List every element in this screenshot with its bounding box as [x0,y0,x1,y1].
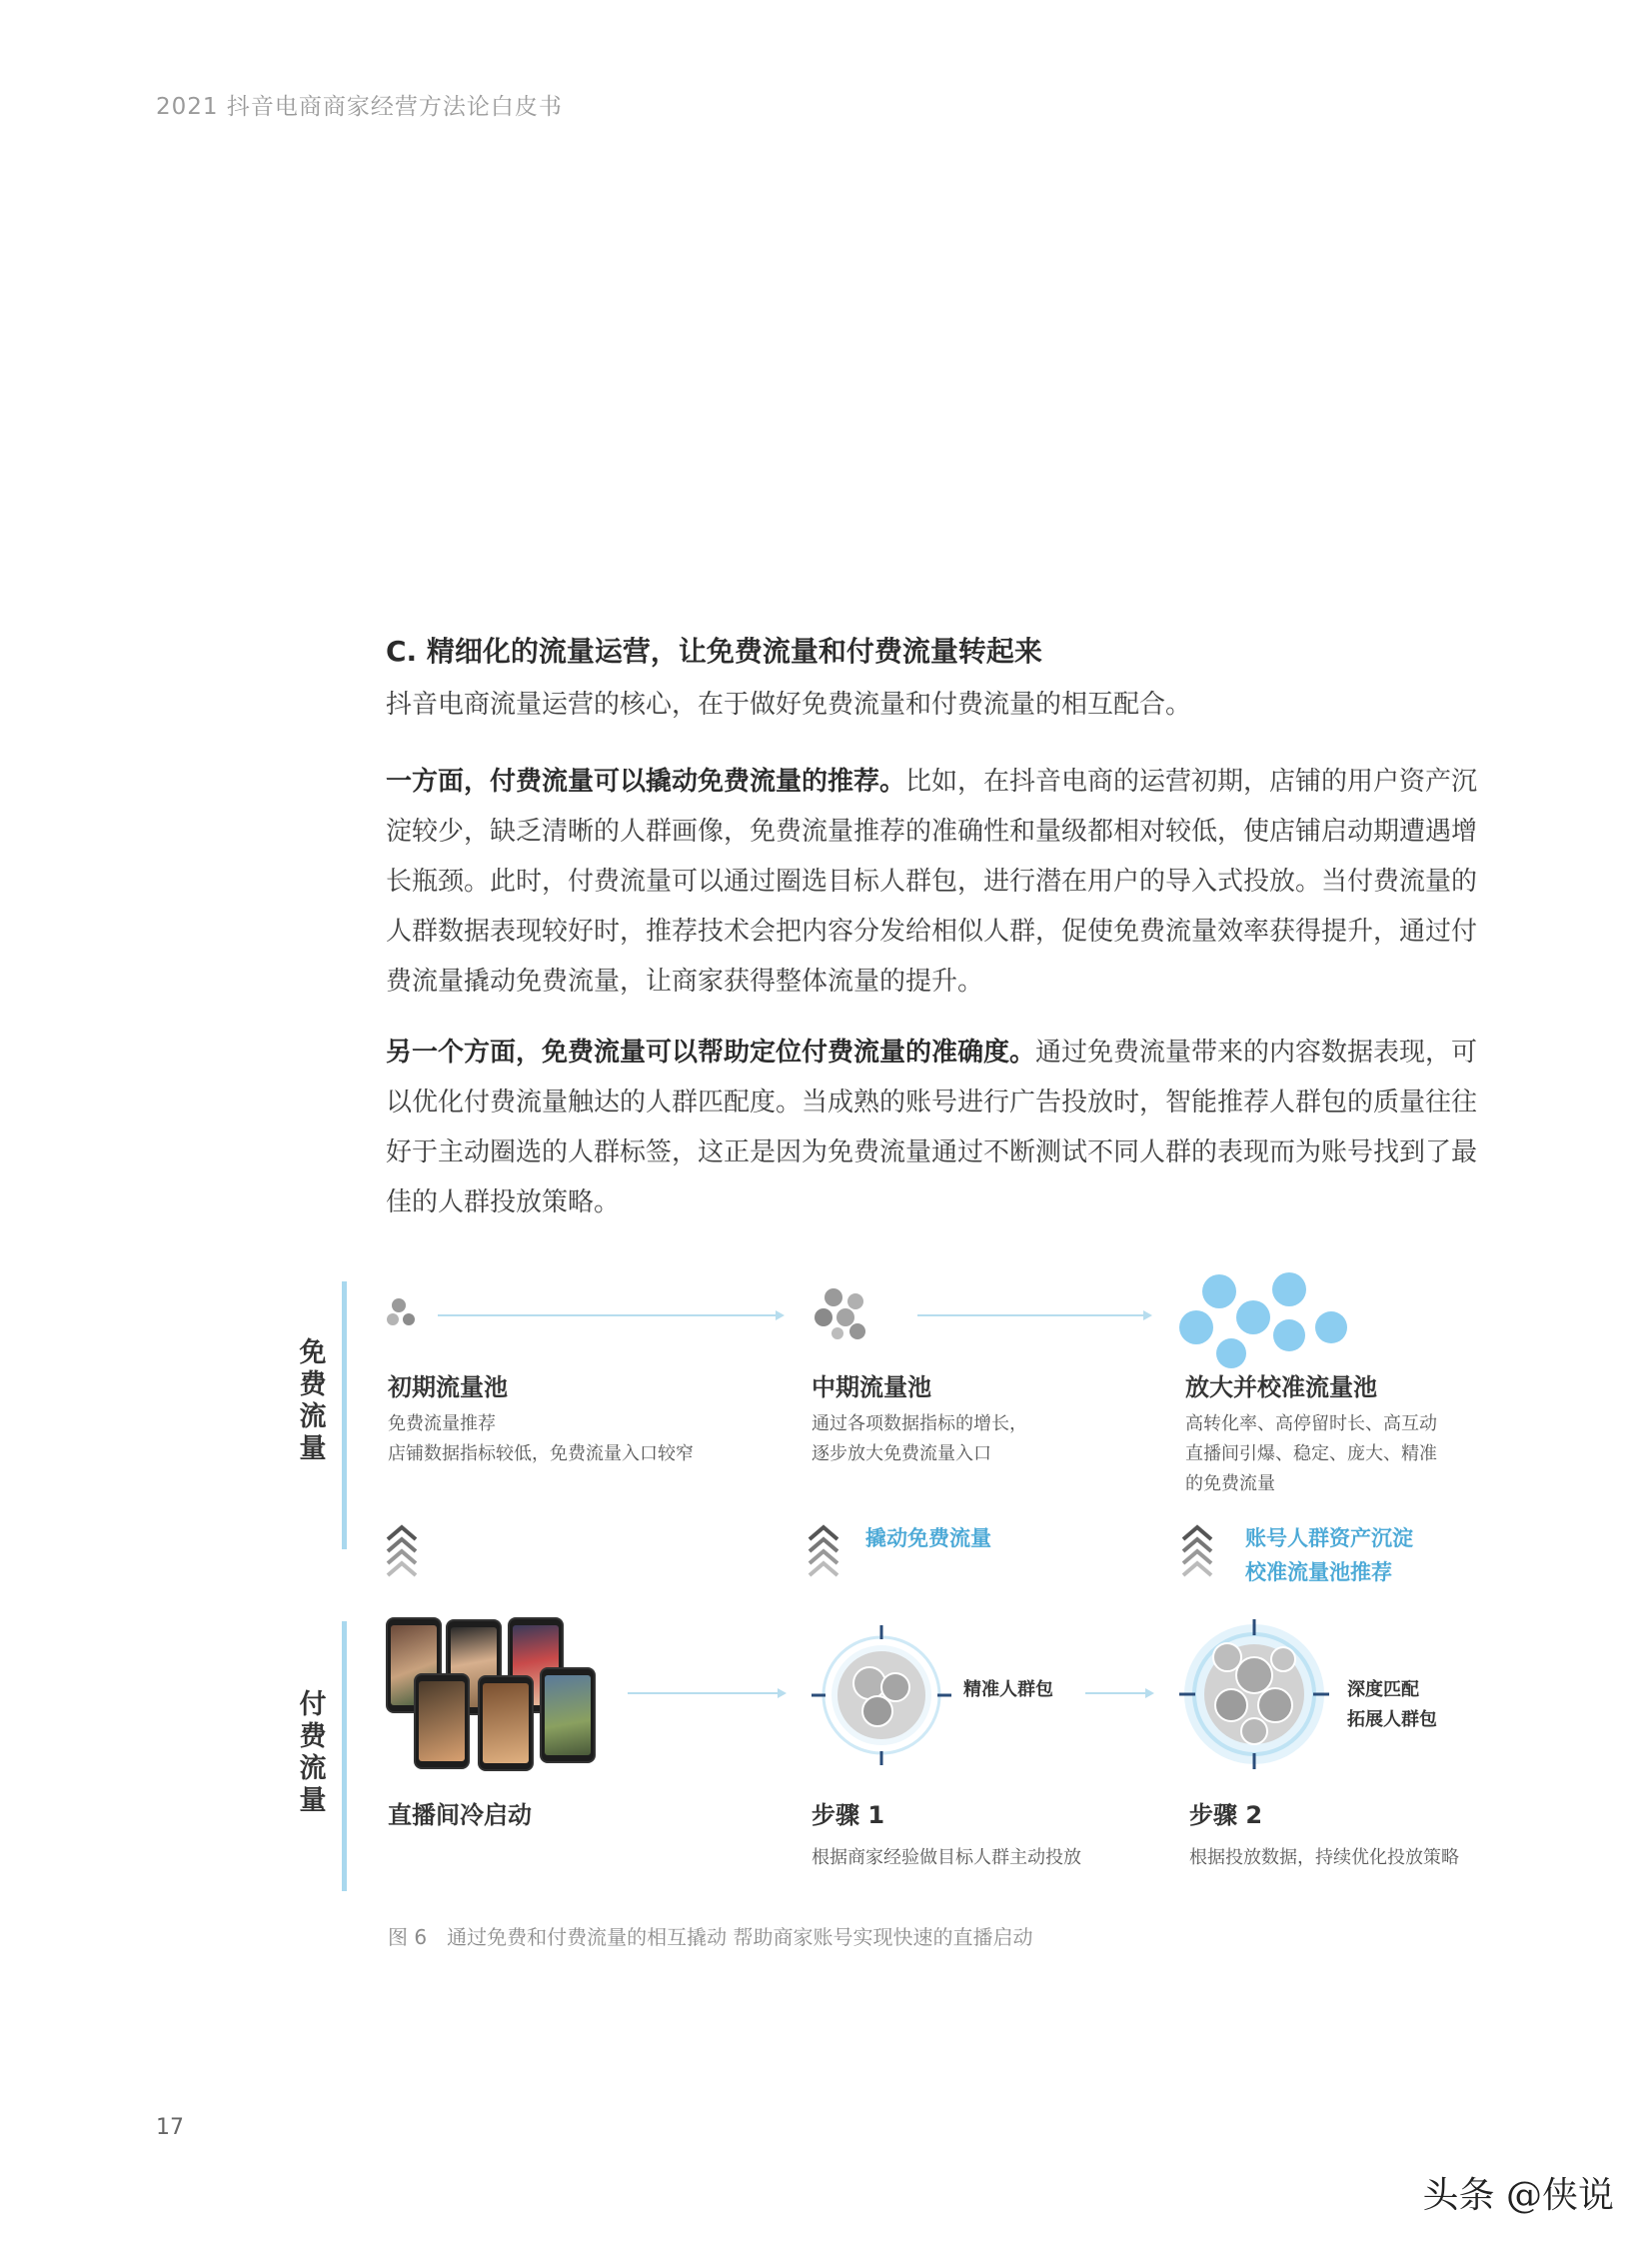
expand-audience-badge: 拓展人群包 [1347,1709,1437,1730]
stage-scaled-desc-3: 的免费流量 [1185,1473,1275,1494]
live-room-phones-image [386,1617,596,1767]
stage-scaled-desc-2: 直播间引爆、稳定、庞大、精准 [1185,1443,1437,1464]
section-title: C. 精细化的流量运营，让免费流量和付费流量转起来 [386,635,1042,668]
stage-scaled-title: 放大并校准流量池 [1185,1373,1377,1401]
free-arrow-2-head [1143,1310,1152,1320]
targeted-audience-icon [812,1625,951,1765]
step-1-desc: 根据商家经验做目标人群主动投放 [812,1847,1081,1868]
stage-initial-desc-2: 店铺数据指标较低，免费流量入口较窄 [388,1443,694,1464]
stage-initial-title: 初期流量池 [388,1373,508,1401]
stage-scaled-desc-1: 高转化率、高停留时长、高互动 [1185,1413,1437,1434]
step-2-desc: 根据投放数据，持续优化投放策略 [1189,1847,1459,1868]
calibrate-pool-label: 校准流量池推荐 [1245,1560,1392,1584]
paid-arrow-1-line [628,1692,778,1694]
step-1-title: 步骤 1 [812,1801,885,1829]
figure-caption: 图 6 通过免费和付费流量的相互撬动 帮助商家账号实现快速的直播启动 [388,1925,1033,1949]
free-arrow-1-head [776,1310,785,1320]
paid-traffic-bar [342,1621,347,1891]
up-chevrons-icon [386,1523,418,1579]
paid-arrow-2-line [1085,1692,1145,1694]
paid-arrow-2-head [1145,1688,1154,1698]
free-traffic-label: 免费流量 [299,1337,327,1464]
deep-match-badge: 深度匹配 [1347,1679,1419,1700]
up-chevrons-icon [808,1523,839,1579]
running-header: 2021 抖音电商商家经营方法论白皮书 [156,94,563,120]
paragraph-1 [386,757,1495,1007]
paragraph-2-body: 通过免费流量带来的内容数据表现，可以优化付费流量触达的人群匹配度。当成熟的账号进行广告投放时，智能推荐人群包的质量往往好于主动圈选的人群标签，这正是因为免费流量通过不断测试不同人群的表现而为账号找到了最佳的人群投放策略。 [386,1038,1478,1217]
stage-middle-desc-1: 通过各项数据指标的增长， [812,1413,1027,1434]
large-blue-cluster-icon [1179,1271,1351,1371]
up-chevrons-icon [1181,1523,1213,1579]
leverage-free-traffic-label: 撬动免费流量 [865,1526,991,1550]
paragraph-1-body: 比如，在抖音电商的运营初期，店铺的用户资产沉淀较少，缺乏清晰的人群画像，免费流量推荐的准确性和量级都相对较低，使店铺启动期遭遇增长瓶颈。此时，付费流量可以通过圈选目标人群包，进行潜在用户的导入式投放。当付费流量的人群数据表现较好时，推荐技术会把内容分发给相似人群，促使免费流量效率获得提升，通过付费流量撬动免费流量，让商家获得整体流量的提升。 [386,767,1478,997]
small-dot-cluster-icon [384,1295,424,1331]
free-arrow-2-line [917,1314,1143,1316]
paragraph-1-lead: 一方面，付费流量可以撬动免费流量的推荐。 [386,767,906,797]
page-number: 17 [156,2115,184,2140]
medium-dot-cluster-icon [812,1285,873,1343]
expanded-audience-icon [1179,1619,1329,1769]
step-2-title: 步骤 2 [1189,1801,1263,1829]
stage-middle-title: 中期流量池 [812,1373,931,1401]
paid-traffic-label: 付费流量 [299,1689,327,1816]
cold-start-title: 直播间冷启动 [388,1801,532,1829]
stage-initial-desc-1: 免费流量推荐 [388,1413,496,1434]
intro-paragraph: 抖音电商流量运营的核心，在于做好免费流量和付费流量的相互配合。 [386,690,1192,720]
watermark: 头条 @侠说 [1422,2175,1614,2216]
precise-audience-badge: 精准人群包 [963,1679,1053,1700]
free-arrow-1-line [438,1314,776,1316]
paid-arrow-1-head [778,1688,787,1698]
paragraph-2 [386,1028,1495,1227]
account-audience-asset-label: 账号人群资产沉淀 [1245,1526,1413,1550]
free-traffic-bar [342,1281,347,1549]
paragraph-2-lead: 另一个方面，免费流量可以帮助定位付费流量的准确度。 [386,1038,1036,1068]
stage-middle-desc-2: 逐步放大免费流量入口 [812,1443,991,1464]
